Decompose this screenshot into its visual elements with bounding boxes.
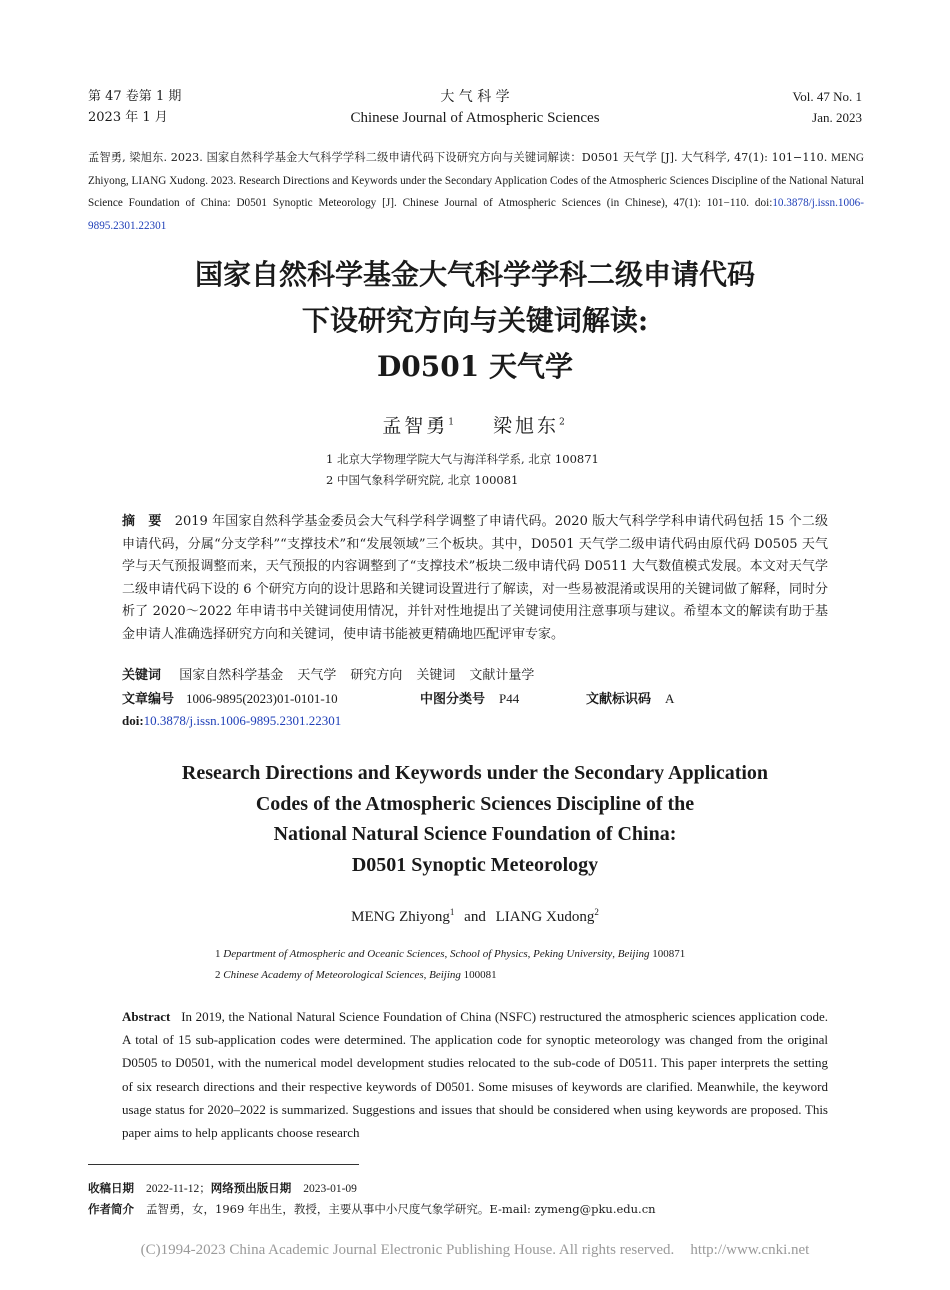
aff-en-2-inst: Chinese Academy of Meteorological Sciences bbox=[223, 969, 424, 981]
author-bio: 孟智勇，女，1969 年出生，教授，主要从事中小尺度气象学研究。E-mail: zymeng@pku.edu.cn bbox=[146, 1202, 656, 1216]
author-en-1: MENG Zhiyong bbox=[351, 909, 450, 925]
authors-cn bbox=[0, 411, 950, 438]
abstract-cn-label: 摘 要 bbox=[122, 514, 162, 529]
keyword-item: 国家自然科学基金 bbox=[179, 668, 284, 683]
title-en-line2: Codes of the Atmospheric Sciences Discipline of the bbox=[255, 792, 695, 815]
title-en-line1: Research Directions and Keywords under the Secondary Application bbox=[181, 762, 769, 784]
keyword-item: 文献计量学 bbox=[469, 668, 535, 683]
abstract-en-text: In 2019, the National Natural Science Foundation of China (NSFC) restructured the atmospheric sciences application code. A total of 15 sub-application codes were determined. The application code for synoptic meteorology was changed from the original D0505 to D0501, with the numerical model development studies relocated to the sub-code of D0511. This paper interprets the setting of six research directions and their respective keywords of D0501. Some misuses of keywords are clarified. Meanwhile, the keyword usage status for 2020–2022 is summarized. Suggestions and issues that should be considered when using keywords are proposed. This paper aims to help applicants choose research bbox=[122, 1009, 829, 1141]
abstract-cn bbox=[122, 511, 828, 646]
keyword-item: 关键词 bbox=[416, 668, 456, 683]
doi-line bbox=[122, 710, 341, 732]
citation-cn: 孟智勇, 梁旭东. 2023. 国家自然科学基金大气科学学科二级申请代码下设研究方向与关键词解读：D0501 天气学 [J]. 大气科学, 47(1): 101−110. bbox=[88, 151, 828, 164]
affiliation-en-1: 1 Department of Atmospheric and Oceanic Sciences, School of Physics, Peking University, Beijing 100871 bbox=[215, 948, 686, 960]
header-journal-cn: 大 气 科 学 bbox=[440, 89, 510, 105]
author-en-2-sup: 2 bbox=[594, 907, 599, 917]
citation-doi-link[interactable]: 10.3878/j.issn.1006-9895.2301.22301 bbox=[88, 197, 864, 232]
keywords-cn bbox=[122, 665, 534, 687]
title-cn bbox=[0, 252, 950, 390]
author-en-1-sup: 1 bbox=[449, 907, 455, 917]
author-cn-2: 梁旭东 bbox=[493, 415, 560, 437]
keywords-label: 关键词 bbox=[122, 668, 162, 683]
keyword-item: 天气学 bbox=[297, 668, 337, 683]
copyright-watermark bbox=[0, 1242, 950, 1259]
author-bio-label: 作者简介 bbox=[88, 1202, 134, 1216]
aff-en-1-code: 100871 bbox=[652, 948, 686, 960]
affiliation-en-2: 2 Chinese Academy of Meteorological Sciences, Beijing 100081 bbox=[215, 969, 497, 981]
article-number-label: 文章编号 bbox=[122, 692, 175, 707]
abstract-en bbox=[122, 1005, 828, 1144]
author-en-conj: and bbox=[464, 909, 486, 925]
aff-en-2-code: 100081 bbox=[463, 969, 497, 981]
header-journal-en: Chinese Journal of Atmospheric Sciences bbox=[350, 110, 600, 126]
clc-value: P44 bbox=[499, 691, 520, 706]
header-vol-en: Vol. 47 No. 1 bbox=[792, 89, 862, 104]
online-date: 2023-01-09 bbox=[303, 1183, 357, 1195]
author-cn-1: 孟智勇 bbox=[382, 415, 449, 437]
aff-en-2-no: 2 bbox=[215, 969, 221, 981]
footnote-author bbox=[88, 1199, 656, 1220]
doi-label: doi: bbox=[122, 713, 144, 728]
watermark-url[interactable]: http://www.cnki.net bbox=[690, 1242, 810, 1258]
received-date: 2022-11-12； bbox=[146, 1183, 211, 1195]
aff-en-1-no: 1 bbox=[215, 948, 221, 960]
clc-line bbox=[420, 688, 519, 711]
keyword-item: 研究方向 bbox=[350, 668, 403, 683]
header-date-en: Jan. 2023 bbox=[812, 110, 862, 125]
affiliations-en bbox=[215, 944, 685, 986]
article-number-line bbox=[122, 688, 338, 711]
abstract-cn-text: 2019 年国家自然科学基金委员会大气科学科学调整了申请代码。2020 版大气科学学科申请代码包括 15 个二级申请代码，分属“分支学科”“支撑技术”和“发展领域”三个板块。其中，D0501 天气学二级申请代码由原代码 D0505 天气学与天气预报调整而来，天气预报的内容调整到了“支撑技术”板块二级申请代码 D0511 大气数值模式发展。本文对天气学二级申请代码下设的 6 个研究方向的设计思路和关键词设置进行了解读，对一些易被混淆或误用的关键词做了解释，同时分析了 2020～2022 年申请书中关键词使用情况，并针对性地提出了关键词使用注意事项与建议。希望本文的解读有助于基金申请人准确选择研究方向和关键词，使申请书能被更精确地匹配评审专家。 bbox=[122, 514, 828, 642]
citation bbox=[88, 147, 864, 237]
abstract-en-label: Abstract bbox=[122, 1009, 171, 1024]
doc-code-line bbox=[586, 688, 674, 711]
author-cn-1-sup: 1 bbox=[448, 417, 457, 428]
watermark-text: (C)1994-2023 China Academic Journal Electronic Publishing House. All rights reserved. bbox=[140, 1242, 675, 1258]
aff-en-1-city: Beijing bbox=[617, 948, 650, 960]
title-en bbox=[0, 758, 950, 880]
title-cn-line2: 下设研究方向与关键词解读: bbox=[301, 304, 649, 337]
online-label: 网络预出版日期 bbox=[210, 1181, 292, 1195]
aff-en-2-city: Beijing bbox=[429, 969, 461, 981]
doc-code-value: A bbox=[665, 691, 675, 706]
received-label: 收稿日期 bbox=[88, 1181, 134, 1195]
doi-link[interactable]: 10.3878/j.issn.1006-9895.2301.22301 bbox=[143, 713, 342, 728]
footnote-divider bbox=[88, 1164, 359, 1165]
title-en-line4: D0501 Synoptic Meteorology bbox=[351, 853, 599, 876]
footnote-dates bbox=[88, 1178, 357, 1200]
aff-en-1-univ: Peking University bbox=[533, 948, 613, 960]
header-volume: 第 47 卷第 1 期 bbox=[88, 89, 182, 104]
header-date: 2023 年 1 月 bbox=[88, 110, 168, 125]
title-cn-line3: D0501 天气学 bbox=[377, 350, 573, 383]
citation-en: MENG Zhiyong, LIANG Xudong. 2023. Research Directions and Keywords under the Secondary Application Codes of the Atmospheric Sciences Discipline of the National Natural Science Foundation of China: D0501 Synoptic Meteorology [J]. Chinese Journal of Atmospheric Sciences (in Chinese), 47(1): 101−110. doi: bbox=[88, 152, 864, 209]
author-en-2: LIANG Xudong bbox=[495, 909, 595, 925]
authors-en bbox=[0, 907, 950, 926]
affiliation-cn-1: 1 北京大学物理学院大气与海洋科学系, 北京 100871 bbox=[326, 452, 599, 466]
aff-en-1-school: School of Physics bbox=[450, 948, 528, 960]
author-cn-2-sup: 2 bbox=[559, 417, 568, 428]
affiliations-cn bbox=[326, 449, 599, 491]
article-number: 1006-9895(2023)01-0101-10 bbox=[186, 691, 338, 706]
affiliation-cn-2: 2 中国气象科学研究院, 北京 100081 bbox=[326, 473, 519, 487]
clc-label: 中图分类号 bbox=[420, 692, 486, 707]
doc-code-label: 文献标识码 bbox=[586, 692, 652, 707]
title-en-line3: National Natural Science Foundation of China: bbox=[273, 823, 677, 845]
aff-en-1-dept: Department of Atmospheric and Oceanic Sciences bbox=[223, 948, 445, 960]
title-cn-line1: 国家自然科学基金大气科学学科二级申请代码 bbox=[194, 258, 755, 291]
